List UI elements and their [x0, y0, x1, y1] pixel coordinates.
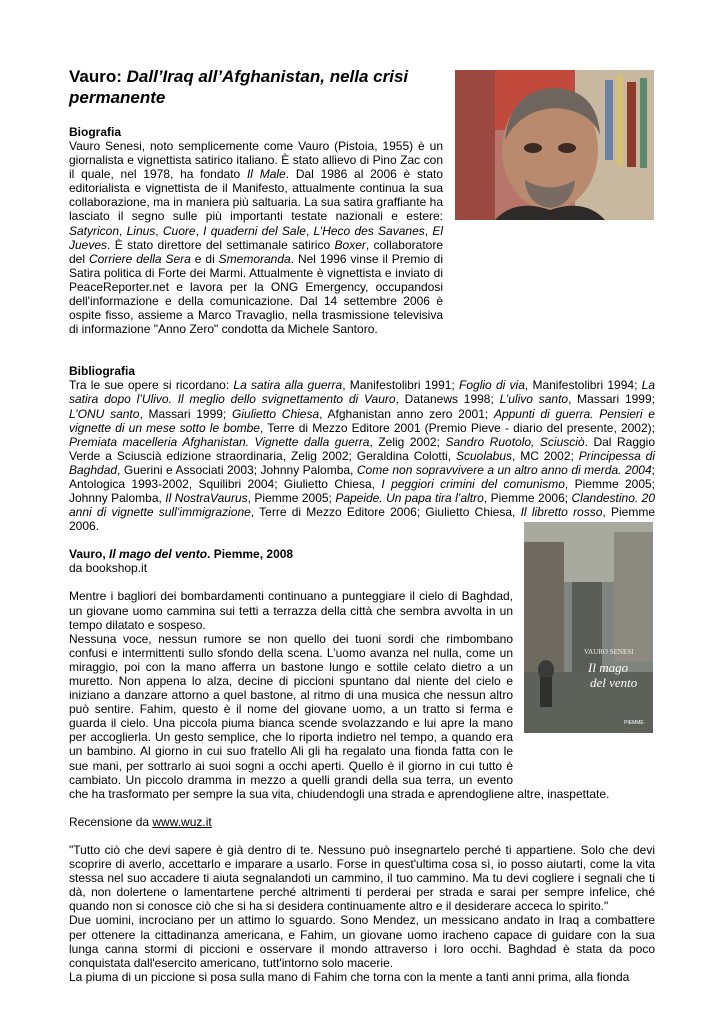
bibliography-text: , Afghanistan anno zero 2001;: [319, 406, 494, 421]
page-title: [69, 66, 439, 108]
cover-title-line-2: del vento: [590, 675, 638, 690]
bibliography-title: La satira dopo l’Ulivo. Il meglio dello svignettamento di Vauro: [69, 378, 656, 407]
review-quote: "Tutto ciò che devi sapere è già dentro di te. Nessuno può insegnartelo perché ti appartiene. Solo che devi scoprire di averlo, accettarlo e imparare a usarlo. Forse in quest'ultima cosa sì, io posso aiutarti, come la vita stessa nel suo accadere ti aiuta segnalandoti un cammino, il tuo cammino. Ma tu devi cogliere i segnali che ti dà, non dolertene o lamentartene perché altrimenti ti perderai per strada e sarai per sempre infelice, ché quando non si conosce ciò che si ha si desidera continuamente altro e il desiderare acceca lo spirito.": [69, 842, 655, 914]
bibliography-text: , Massari 1999;: [139, 406, 233, 421]
bibliography-title: Il NostraVaurus: [165, 491, 248, 506]
bibliography-text: , Manifestolibri 1994;: [524, 378, 642, 393]
bibliography-text: , Terre di Mezzo Editore 2006; Giulietto Chiesa,: [250, 505, 521, 520]
bibliography-text: Tra le sue opere si ricordano:: [69, 378, 234, 393]
review-link[interactable]: www.wuz.it: [152, 814, 212, 829]
book-synopsis-p1: Mentre i bagliori dei bombardamenti continuano a punteggiare il cielo di Baghdad, un giovane uomo cammina sui tetti a terrazza della città che sembra avvolta in un tempo dilatato e sospeso.: [69, 589, 513, 632]
bibliography-text: . Dal Raggio Verde a Sciuscià edizione straordinaria, Zelig 2002; Geraldina Colotti,: [69, 434, 656, 463]
bibliography-heading: Bibliografia: [69, 364, 136, 379]
cover-author: VAURO SENESI: [584, 648, 634, 656]
bibliography-text: , Piemme 2006;: [483, 491, 572, 506]
bibliography-title: Papeide. Un papa tira l’altro: [335, 491, 484, 506]
title-prefix: Vauro:: [69, 67, 127, 86]
bibliography-title: Giulietto Chiesa: [232, 406, 320, 421]
bibliography-title: Il libretto rosso: [520, 505, 603, 520]
bibliography-title: I peggiori crimini del comunismo: [381, 476, 565, 491]
bibliography-text: ; Antologica 1993-2002, Squilibri 2004; Giulietto Chiesa,: [69, 462, 655, 491]
bibliography-title: Clandestino. 20 anni di vignette sull’immigrazione: [69, 491, 656, 520]
biography-paragraph: Vauro Senesi, noto semplicemente come Vauro (Pistoia, 1955) è un giornalista e vignettista satirico italiano. È stato allievo di Pino Zac con il quale, nel 1978, ha fondato Il Male. Dal 1986 al 2006 è stato editorialista e vignettista de il Manifesto, attualmente continua la sua collaborazione, ma in maniera più saltuaria. La sua satira graffiante ha lasciato il segno sulle più importanti testate nazionali e estere: Satyricon, Linus, Cuore, I quaderni del Sale, L’Heco des Savanes, El Jueves. È stato direttore del settimanale satirico Boxer, collaboratore del Corriere della Sera e di Smemoranda. Nel 1996 vinse il Premio di Satira politica di Forte dei Marmi. Attualmente è vignettista e inviato di PeaceReporter.net e lavora per la ONG Emergency, occupandosi dell'informazione e della comunicazione. Dal 14 settembre 2006 è ospite fisso, assieme a Marco Travaglio, nella trasmissione televisiva di informazione "Anno Zero" condotta da Michele Santoro.: [69, 139, 444, 337]
bibliography-title: Appunti di guerra. Pensieri e vignette di un mese sotto le bombe: [69, 406, 655, 435]
cover-wrap-spacer: [513, 632, 655, 773]
review-source: Recensione da www.wuz.it: [69, 814, 212, 829]
bibliography-title: Foglio di via: [459, 378, 525, 393]
bibliography-title: La satira alla guerra: [233, 378, 343, 393]
review-paragraph-3: La piuma di un piccione si posa sulla mano di Fahim che torna con la mente a tanti anni prima, alla fionda: [69, 969, 630, 984]
bibliography-text: , Terre di Mezzo Editore 2001 (Premio Pieve - diario del presente, 2002);: [259, 420, 655, 435]
bibliography-text: , Guerini e Associati 2003; Johnny Palomba,: [117, 462, 357, 477]
bibliography-text: , Massari 1999;: [568, 392, 655, 407]
bibliography-title: Principessa di Baghdad: [69, 448, 656, 477]
bibliography-paragraph: [69, 378, 655, 533]
bibliography-title: Premiata macelleria Afghanistan. Vignette dalla guerra: [69, 434, 370, 449]
bibliography-text: , MC 2002;: [512, 448, 579, 463]
bibliography-title: Sandro Ruotolo, Sciusciò: [445, 434, 585, 449]
bibliography-text: , Manifestolibri 1991;: [342, 378, 460, 393]
review-paragraph-2: Due uomini, incrociano per un attimo lo sguardo. Sono Mendez, un messicano andato in Iraq a combattere per ottenere la cittadinanza americana, e Fahim, un giovane uomo iracheno capace di guidare con la sua lunga canna stormi di piccioni e osservare il mondo attraverso i loro occhi. Baghdad è stata da poco conquistata dall'esercito americano, tutt'intorno solo macerie.: [69, 913, 655, 970]
book-synopsis-p2: Nessuna voce, nessun rumore se non quello dei tuoni sordi che rimbombano confusi e intermittenti sullo sfondo della scena. L’uomo avanza nel nulla, come un miraggio, poi con la mano afferra un bastone lungo e sottile celato dietro a un muretto. Non appena lo alza, decine di piccioni spuntano dal niente del cielo e iniziano a danzare attorno a quel bastone, al ritmo di una musica che nessun altro può sentire. Fahim, questo è il nome del giovane uomo, a un tratto si ferma e guarda il cielo. Una piccola piuma bianca scende svolazzando e lui apre la mano per accoglierla. Un gesto semplice, che lo riporta indietro nel tempo, a quando era un bambino. Al giorno in cui suo fratello Ali gli ha regalato una fionda fatta con le sue mani, per sottrarlo ai suoi sogni a occhi aperti. Quello è il giorno in cui tutto è cambiato. Un piccolo dramma in mezzo a quelli grandi della sua terra, un evento che ha trasformato per sempre la sua vita, chiudendogli una strada e aprendogliene altre, inaspettate.: [69, 632, 655, 801]
bibliography-text: , Piemme 2006.: [69, 505, 656, 534]
bibliography-text: , Piemme 2005;: [247, 491, 336, 506]
bibliography-title: L’ulivo santo: [499, 392, 569, 407]
bibliography-text: , Datanews 1998;: [395, 392, 500, 407]
title-italic: Dall’Iraq all’Afghanistan, nella crisi permanente: [69, 67, 409, 107]
book-heading: Vauro, Il mago del vento. Piemme, 2008: [69, 547, 294, 562]
biography-heading: Biografia: [69, 125, 122, 139]
book-source: da bookshop.it: [69, 561, 148, 576]
bibliography-title: Scuolabus: [455, 448, 513, 463]
bibliography-text: , Zelig 2002;: [369, 434, 446, 449]
cover-title-line-1: Il mago: [588, 660, 629, 675]
document-page: [69, 66, 655, 984]
bibliography-title: Come non sopravvivere a un altro anno di merda. 2004: [356, 462, 652, 477]
cover-publisher: PIEMME: [624, 720, 644, 726]
bibliography-title: L’ONU santo: [69, 406, 140, 421]
bibliography-text: , Piemme 2005; Johnny Palomba,: [69, 476, 656, 506]
